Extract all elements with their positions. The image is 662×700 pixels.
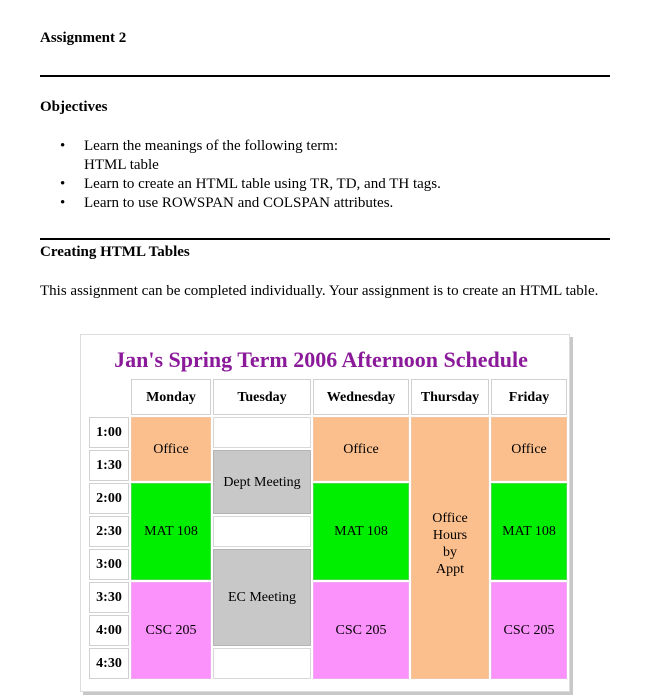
friday-mat-cell: MAT 108 xyxy=(491,483,567,580)
time-cell: 1:30 xyxy=(89,450,129,481)
bullet-icon: • xyxy=(60,195,66,211)
assignment-heading: Assignment 2 xyxy=(40,30,127,46)
friday-office-cell: Office xyxy=(491,417,567,481)
objective-text: Learn to use ROWSPAN and COLSPAN attributes. xyxy=(84,195,394,211)
friday-csc-cell: CSC 205 xyxy=(491,582,567,679)
time-cell: 2:00 xyxy=(89,483,129,514)
day-header-thursday: Thursday xyxy=(411,379,489,415)
objective-text: Learn to create an HTML table using TR, TD, and TH tags. xyxy=(84,176,441,192)
day-header-friday: Friday xyxy=(491,379,567,415)
day-header-tuesday: Tuesday xyxy=(213,379,311,415)
divider-1 xyxy=(40,75,610,77)
time-cell: 3:30 xyxy=(89,582,129,613)
list-item xyxy=(60,137,441,175)
divider-2 xyxy=(40,238,610,240)
list-item xyxy=(60,194,441,213)
wednesday-mat-cell: MAT 108 xyxy=(313,483,409,580)
objectives-heading: Objectives xyxy=(40,99,108,115)
objectives-list xyxy=(60,137,441,213)
schedule-title: Jan's Spring Term 2006 Afternoon Schedule xyxy=(114,347,528,372)
office-hours-line: Appt xyxy=(436,562,464,577)
wednesday-office-cell: Office xyxy=(313,417,409,481)
monday-office-cell: Office xyxy=(131,417,211,481)
time-cell: 4:30 xyxy=(89,648,129,679)
time-cell: 4:00 xyxy=(89,615,129,646)
day-header-wednesday: Wednesday xyxy=(313,379,409,415)
thursday-office-hours-cell xyxy=(411,417,489,679)
time-cell: 1:00 xyxy=(89,417,129,448)
bullet-icon: • xyxy=(60,138,66,154)
tuesday-empty-cell xyxy=(213,516,311,547)
office-hours-line: by xyxy=(443,545,457,560)
tuesday-empty-cell xyxy=(213,417,311,448)
day-header-monday: Monday xyxy=(131,379,211,415)
monday-csc-cell: CSC 205 xyxy=(131,582,211,679)
schedule-grid xyxy=(87,379,569,689)
objective-subtext: HTML table xyxy=(84,157,159,173)
wednesday-csc-cell: CSC 205 xyxy=(313,582,409,679)
monday-mat-cell: MAT 108 xyxy=(131,483,211,580)
list-item xyxy=(60,175,441,194)
office-hours-line: Hours xyxy=(432,528,468,543)
office-hours-line: Office xyxy=(432,511,468,526)
tuesday-dept-meeting-cell: Dept Meeting xyxy=(213,450,311,514)
schedule-table-image xyxy=(80,334,570,692)
objective-text: Learn the meanings of the following term: xyxy=(84,138,339,154)
time-cell: 2:30 xyxy=(89,516,129,547)
section-paragraph: This assignment can be completed individually. Your assignment is to create an HTML table. xyxy=(40,283,599,299)
tuesday-empty-cell xyxy=(213,648,311,679)
time-cell: 3:00 xyxy=(89,549,129,580)
tuesday-ec-meeting-cell: EC Meeting xyxy=(213,549,311,646)
bullet-icon: • xyxy=(60,176,66,192)
section-heading: Creating HTML Tables xyxy=(40,244,190,260)
